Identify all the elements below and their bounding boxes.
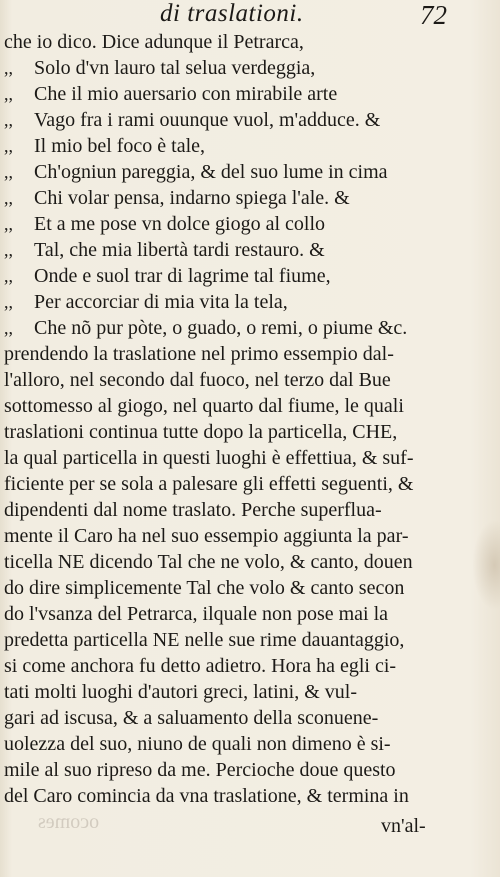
line-text: dipendenti dal nome traslato. Perche superflua- — [4, 499, 382, 521]
quotation-mark: ,, — [4, 214, 13, 234]
quotation-mark: ,, — [4, 58, 13, 78]
line-text: Et a me pose vn dolce giogo al collo — [34, 213, 326, 235]
text-line — [4, 107, 490, 133]
text-line — [4, 757, 490, 783]
line-text: mile al suo ripreso da me. Percioche doue questo — [4, 759, 396, 781]
text-line — [4, 445, 490, 471]
quotation-mark: ,, — [4, 240, 13, 260]
text-line — [4, 549, 490, 575]
text-line — [4, 653, 490, 679]
quotation-mark: ,, — [4, 292, 13, 312]
line-text: Il mio bel foco è tale, — [34, 135, 206, 157]
line-text: do dire simplicemente Tal che volo & canto secon — [4, 577, 405, 599]
quotation-mark: ,, — [4, 136, 13, 156]
text-line — [4, 81, 490, 107]
quotation-mark: ,, — [4, 188, 13, 208]
line-text: prendendo la traslatione nel primo essempio dal- — [4, 343, 394, 365]
bleed-through-text: ocomes — [38, 811, 100, 833]
text-line — [4, 211, 490, 237]
text-line — [4, 731, 490, 757]
line-text: Solo d'vn lauro tal selua verdeggia, — [34, 57, 316, 79]
text-line — [4, 315, 490, 341]
quotation-mark: ,, — [4, 266, 13, 286]
line-text: predetta particella NE nelle sue rime dauantaggio, — [4, 629, 405, 651]
line-text: l'alloro, nel secondo dal fuoco, nel terzo dal Bue — [4, 369, 391, 391]
text-line — [4, 705, 490, 731]
text-line — [4, 237, 490, 263]
text-line — [4, 29, 490, 55]
line-text: Che il mio auersario con mirabile arte — [34, 83, 338, 105]
line-text: do l'vsanza del Petrarca, ilquale non pose mai la — [4, 603, 389, 625]
text-line — [4, 471, 490, 497]
line-text: ticella NE dicendo Tal che ne volo, & canto, douen — [4, 551, 413, 573]
quotation-mark: ,, — [4, 84, 13, 104]
text-line — [4, 627, 490, 653]
text-line — [4, 523, 490, 549]
line-text: la qual particella in questi luoghi è effettiua, & suf- — [4, 447, 414, 469]
line-text: Tal, che mia libertà tardi restauro. & — [34, 239, 325, 261]
line-text: Per accorciar di mia vita la tela, — [34, 291, 288, 313]
text-line — [4, 783, 490, 809]
line-text: uolezza del suo, niuno de quali non dimeno è si- — [4, 733, 391, 755]
line-text: tati molti luoghi d'autori greci, latini, & vul- — [4, 681, 357, 703]
text-line — [4, 185, 490, 211]
line-text: che io dico. Dice adunque il Petrarca, — [4, 31, 304, 53]
line-text: Che nõ pur pòte, o guado, o remi, o piume &c. — [34, 317, 408, 339]
line-text: Vago fra i rami ouunque vuol, m'adduce. & — [34, 109, 381, 131]
text-line — [4, 497, 490, 523]
line-text: gari ad iscusa, & a saluamento della sconuene- — [4, 707, 379, 729]
quotation-mark: ,, — [4, 110, 13, 130]
text-line — [4, 263, 490, 289]
text-line — [4, 159, 490, 185]
page-number: 72 — [420, 0, 447, 30]
line-text: traslationi continua tutte dopo la particella, CHE, — [4, 421, 398, 443]
text-line — [4, 419, 490, 445]
text-line — [4, 55, 490, 81]
body-text — [4, 29, 490, 809]
text-line — [4, 341, 490, 367]
catchword: vn'al- — [381, 815, 426, 837]
quotation-mark: ,, — [4, 162, 13, 182]
line-text: Ch'ogniun pareggia, & del suo lume in cima — [34, 161, 388, 183]
running-head — [0, 0, 500, 30]
text-line — [4, 289, 490, 315]
line-text: si come anchora fu detto adietro. Hora ha egli ci- — [4, 655, 397, 677]
text-line — [4, 367, 490, 393]
quotation-mark: ,, — [4, 318, 13, 338]
line-text: Onde e suol trar di lagrime tal fiume, — [34, 265, 331, 287]
text-line — [4, 601, 490, 627]
line-text: Chi volar pensa, indarno spiega l'ale. & — [34, 187, 350, 209]
line-text: mente il Caro ha nel suo essempio aggiunta la par- — [4, 525, 409, 547]
line-text: del Caro comincia da vna traslatione, & termina in — [4, 785, 409, 807]
line-text: sottomesso al giogo, nel quarto dal fiume, le quali — [4, 395, 404, 417]
paper-stain — [472, 520, 500, 610]
text-line — [4, 679, 490, 705]
text-line — [4, 133, 490, 159]
text-line — [4, 393, 490, 419]
text-line — [4, 575, 490, 601]
line-text: ficiente per se sola a palesare gli effetti seguenti, & — [4, 473, 414, 495]
running-title: di traslationi. — [160, 0, 304, 27]
